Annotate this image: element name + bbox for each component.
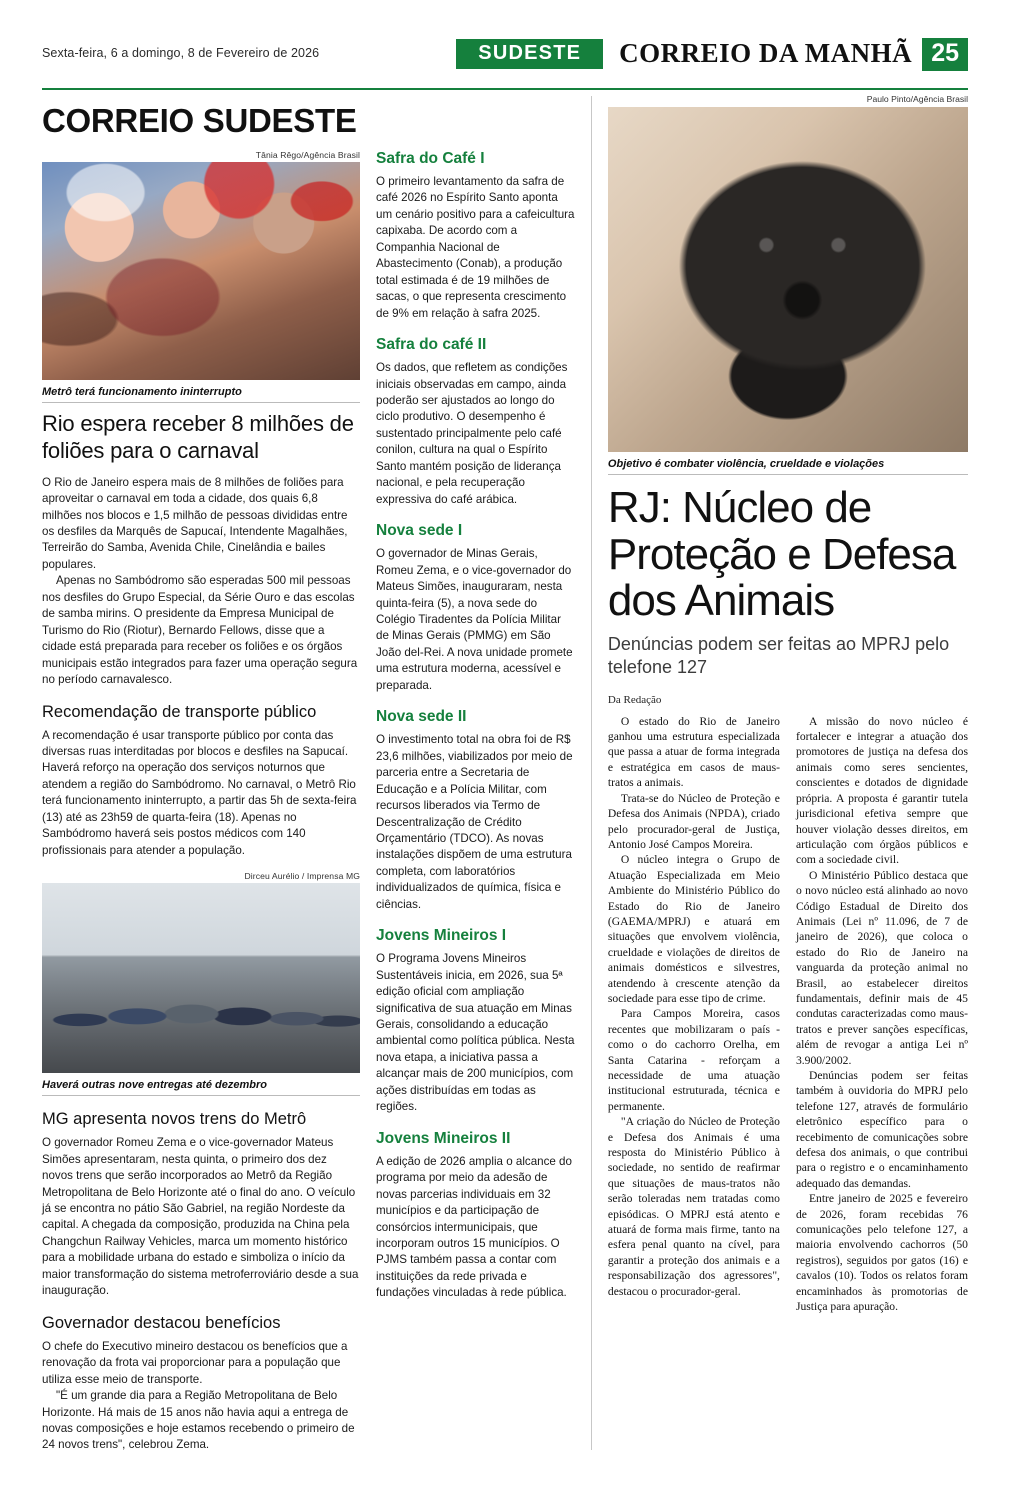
metro-caption: Haverá outras nove entregas até dezembro (42, 1073, 360, 1096)
article-paragraph: Para Campos Moreira, casos recentes que mobilizaram o país - como o do cachorro Orelha, em Santa Catarina - reforçam a necessidade de uma atuação institucional estruturada, técnica e permanente. (607, 1007, 780, 1113)
brief-title-4: Jovens Mineiros I (376, 927, 507, 945)
section-title: CORREIO SUDESTE (42, 102, 357, 139)
brief-title-0: Safra do Café I (376, 150, 485, 167)
brief-text-4: O Programa Jovens Mineiros Sustentáveis inicia, em 2026, sua 5ª edição oficial com ampliação significativa de sua atuação em Minas Gerais, consolidando a educação ambiental como política pública. Nesta nova etapa, a iniciativa passa a alcançar mais de 200 municípios, com ações distribuídas em todas as regiões. (376, 952, 575, 1114)
transport-subhead: Recomendação de transporte público (42, 702, 317, 721)
dog-caption: Objetivo é combater violência, crueldade e violações (608, 452, 968, 475)
governor-paragraph-1: O chefe do Executivo mineiro destacou os benefícios que a renovação da frota vai proporcionar para a população que utiliza esse meio de transporte. (42, 1339, 348, 1386)
brief-title-5: Jovens Mineiros II (376, 1129, 511, 1147)
carnival-paragraph-2: Apenas no Sambódromo são esperadas 500 mil pessoas nos desfiles do Grupo Especial, da Série Ouro e das escolas de samba mirins. O presidente da Empresa Municipal de Turismo do Rio (Riotur), Bernardo Fellows, disse que a cidade está preparada para receber os foliões e os órgãos municipais estão integrados para fazer uma operação segura no período carnavalesco. (42, 574, 358, 687)
metro-photo-credit: Dirceu Aurélio / Imprensa MG (244, 871, 360, 882)
page-number: 25 (922, 38, 968, 71)
article-paragraph: "A criação do Núcleo de Proteção e Defesa dos Animais é uma resposta do Ministério Público à sociedade, no sentido de reafirmar que situações de maus-tratos não serão toleradas nem tratadas como episódicas. O MPRJ está atento e atuará de forma mais firme, tanto na esfera penal quanto na cível, para garantir a proteção dos animais e a responsabilização dos agressores", destacou o procurador-geral. (607, 1115, 780, 1298)
brief-text-0: O primeiro levantamento da safra de café 2026 no Espírito Santo aponta um cenário positivo para a cafeicultura capixaba. De acordo com a Companhia Nacional de Abastecimento (Conab), a produção total estimada é de 19 milhões de sacas, o que representa crescimento de 9% em relação à safra 2025. (376, 175, 575, 320)
newspaper-brand: CORREIO DA MANHÃ (619, 37, 913, 68)
governor-subhead: Governador destacou benefícios (42, 1313, 281, 1332)
article-body (608, 714, 968, 1315)
brief-title-2: Nova sede I (376, 522, 463, 540)
masthead (42, 38, 968, 82)
brief-text-5: A edição de 2026 amplia o alcance do programa por meio da adesão de novas parcerias individuais em 32 municípios e da participação de consórcios intermunicipais, que incorporam outros 15 municípios. O PJMS também passa a contar com instituições da rede privada e fundações vinculadas à rede pública. (376, 1154, 572, 1300)
article-paragraph: O estado do Rio de Janeiro ganhou uma estrutura especializada que passa a atuar de forma integrada e estratégica em casos de maus-tratos a animais. (607, 714, 780, 790)
article-paragraph: Denúncias podem ser feitas também à ouvidoria do MPRJ pelo telefone 127, através de formulário eletrônico específico para o recebimento de comunicações sobre defesa dos animais, o que contribui para o registro e o encaminhamento adequado das demandas. (795, 1069, 968, 1190)
column-divider (591, 96, 592, 1450)
brief-title-3: Nova sede II (376, 708, 467, 726)
article-paragraph: Entre janeiro de 2025 e fevereiro de 2026, foram recebidas 76 comunicações pelo telefone 127, a maioria envolvendo cachorros (50 registros), seguidos por gatos (16) e cavalos (10). Todos os relatos foram encaminhados às promotorias de Justiça para apuração. (795, 1192, 968, 1314)
left-columns (42, 150, 575, 1454)
carnival-photo-credit: Tânia Rêgo/Agência Brasil (255, 150, 360, 160)
carnival-headline: Rio espera receber 8 milhões de foliões para o carnaval (42, 411, 354, 463)
transport-paragraph: A recomendação é usar transporte público por conta das diversas ruas interditadas por blocos e desfiles na Sapucaí. Haverá reforço na operação dos serviços noturnos que atendem a região do Sambódromo. No carnaval, o Metrô Rio terá funcionamento ininterrupto, a partir das 5h de sexta-feira (13) até as 23h59 de quarta-feira (18). Apenas no Sambódromo haverá seis postos médicos com 140 profissionais para atender a população. (42, 728, 357, 857)
brief-text-1: Os dados, que refletem as condições iniciais observadas em campo, ainda poderão ser ajustados ao longo do ciclo produtivo. O desempenho é sustentado principalmente pelo café conilon, cultura na qual o Espírito Santo mantém posição de liderança nacional, e pela recuperação expressiva do café arábica. (376, 361, 568, 506)
dog-photo (608, 107, 968, 452)
masthead-right (456, 38, 968, 71)
carnival-paragraph-1: O Rio de Janeiro espera mais de 8 milhões de foliões para aproveitar o carnaval em toda a cidade, dos quais 6,8 milhões nos blocos e 1,5 milhão de pessoas divididas entre os desfiles da Marquês de Sapucaí, Intendente Magalhães, Terreirão do Samba, Avenida Chile, Cinelândia e bailes populares. (42, 475, 348, 571)
governor-paragraph-2: "É um grande dia para a Região Metropolitana de Belo Horizonte. Há mais de 15 anos não havia aqui a entrega de novas composições e hoje estamos recebendo o primeiro de 24 novos trens", celebrou Zema. (42, 1389, 355, 1452)
article-paragraph: Trata-se do Núcleo de Proteção e Defesa dos Animais (NPDA), criado pelo procurador-geral de Justiça, Antonio José Campos Moreira. (607, 791, 780, 851)
mg-subhead: MG apresenta novos trens do Metrô (42, 1110, 307, 1129)
carnival-caption: Metrô terá funcionamento ininterrupto (42, 380, 360, 403)
dog-photo-credit: Paulo Pinto/Agência Brasil (866, 94, 968, 104)
column-b-briefs (376, 150, 575, 1454)
column-a (42, 150, 360, 1454)
standfirst: Denúncias podem ser feitas ao MPRJ pelo telefone 127 (607, 633, 950, 678)
metro-photo (42, 883, 360, 1073)
article-paragraph: A missão do novo núcleo é fortalecer e integrar a atuação dos promotores de justiça na defesa dos animais como seres sencientes, conscientes e dotados de dignidade própria. A proposta é garantir tutela jurisdicional efetiva sempre que houver violação desses direitos, em articulação com órgãos públicos e com a sociedade civil. (795, 714, 968, 867)
page-body (42, 90, 968, 1450)
article-paragraph: O Ministério Público destaca que o novo núcleo está alinhado ao novo Código Estadual de Direito dos Animais (Lei nº 11.096, de 7 de janeiro de 2026), que coloca o estado do Rio de Janeiro na vanguarda da proteção animal no Brasil, ao estabelecer direitos fundamentais, definir mais de 45 condutas caracterizadas como maus-tratos e prever sanções específicas, além de revogar a antiga Lei nº 3.900/2002. (795, 868, 968, 1067)
dateline: Sexta-feira, 6 a domingo, 8 de Fevereiro de 2026 (42, 46, 320, 60)
brief-text-3: O investimento total na obra foi de R$ 23,6 milhões, viabilizados por meio de parceria entre a Secretaria de Educação e a Polícia Militar, com recursos liberados via Termo de Descentralização de Crédito Orçamentário (TDCO). As novas instalações dispõem de uma estrutura completa, com laboratórios individualizados de química, física e ciências. (376, 733, 573, 911)
left-section (42, 90, 575, 1450)
main-headline: RJ: Núcleo de Proteção e Defesa dos Animais (607, 483, 956, 626)
mg-paragraph: O governador Romeu Zema e o vice-governador Mateus Simões apresentaram, nesta quinta, o primeiro dos dez novos trens que serão incorporados ao Metrô da Região Metropolitana de Belo Horizonte até o final do ano. O veículo já se encontra no pátio São Gabriel, na região Nordeste da capital. A chegada da composição, produzida na China pela Changchun Railway Vehicles, marca um momento histórico para a mobilidade urbana do estado e simboliza o início da maior transformação do sistema metroferroviário desde a sua inauguração. (42, 1136, 359, 1298)
right-section (608, 90, 968, 1450)
byline: Da Redação (607, 693, 662, 706)
section-tag: SUDESTE (456, 39, 603, 69)
carnival-photo (42, 162, 360, 380)
brief-text-2: O governador de Minas Gerais, Romeu Zema, e o vice-governador do Mateus Simões, inauguraram, nesta quinta-feira (5), a nova sede do Colégio Tiradentes da Polícia Militar de Minas Gerais (PMMG) em São João del-Rei. A nova unidade promete uma estrutura moderna, acessível e preparada. (376, 547, 573, 692)
article-paragraph: O núcleo integra o Grupo de Atuação Especializada em Meio Ambiente do Ministério Público do Estado do Rio de Janeiro (GAEMA/MPRJ) e atuará em situações que envolvem violência, crueldade e violações de direitos de animais domésticos e silvestres, atendendo à crescente atenção da sociedade para esse tipo de crime. (607, 853, 780, 1005)
brief-title-1: Safra do café II (376, 336, 487, 354)
